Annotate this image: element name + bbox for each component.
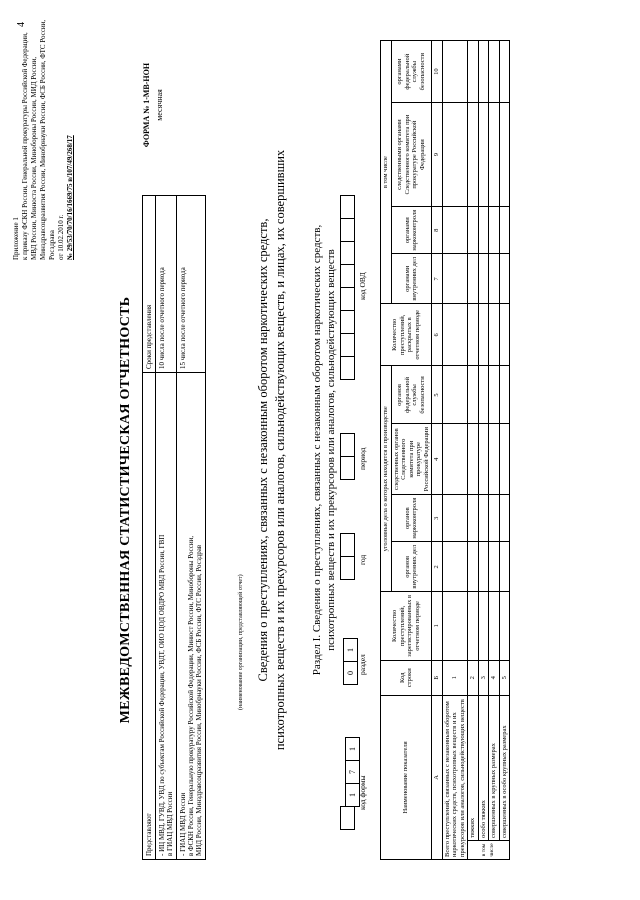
data-cell[interactable] <box>478 366 489 424</box>
data-cell[interactable] <box>468 592 479 660</box>
col-header-solved: Количество преступлений, раскрытых в отчетном периоде <box>381 304 432 366</box>
column-number: 9 <box>432 103 443 207</box>
column-number: Б <box>432 660 443 695</box>
data-cell[interactable] <box>499 103 510 207</box>
column-number: 1 <box>432 592 443 660</box>
data-cell[interactable] <box>478 254 489 304</box>
data-cell[interactable] <box>499 592 510 660</box>
row-label: совершенных в крупных размерах <box>489 695 500 840</box>
col-header-solved-narco: органами наркоконтроля <box>391 206 432 253</box>
data-cell[interactable] <box>442 494 468 541</box>
column-number: 5 <box>432 366 443 424</box>
period-label: период <box>358 447 367 470</box>
code-box <box>340 264 355 288</box>
year-label: год <box>358 554 367 565</box>
row-code: 2 <box>468 660 479 695</box>
appendix-order-number: № 29/53/70/70/16/1669/75 в/107/49/268/17 <box>66 135 74 260</box>
data-cell[interactable] <box>442 424 468 495</box>
row-code: 3 <box>478 660 489 695</box>
appendix-line: к приказу ФСКН России, Генеральной прокуратуры Российской Федерации, <box>21 32 29 260</box>
column-number: 2 <box>432 542 443 592</box>
table-row <box>499 41 510 860</box>
data-cell[interactable] <box>478 304 489 366</box>
section-code-boxes <box>340 639 358 685</box>
data-cell[interactable] <box>442 542 468 592</box>
appendix-block <box>12 10 75 260</box>
data-cell[interactable] <box>489 103 500 207</box>
col-header-code: Код строки <box>381 660 432 695</box>
data-cell[interactable] <box>442 206 468 253</box>
form-periodicity: месячная <box>155 89 164 121</box>
table-row <box>468 41 479 860</box>
row-label: особо тяжких <box>478 695 489 840</box>
column-number: 8 <box>432 206 443 253</box>
data-cell[interactable] <box>478 41 489 103</box>
section-code-label: раздел <box>358 654 367 675</box>
submission-who: в ГИАЦ МВД России <box>166 791 174 856</box>
col-header-investigative: следственных органов Следственного комитета при прокуратуре Российской Федерации <box>391 424 432 495</box>
data-cell[interactable] <box>489 41 500 103</box>
code-box: 1 <box>345 737 360 761</box>
table-row <box>442 41 468 860</box>
appendix-line: Росздрава <box>48 230 56 260</box>
data-cell[interactable] <box>442 254 468 304</box>
submission-row <box>156 373 177 860</box>
data-cell[interactable] <box>468 542 479 592</box>
data-cell[interactable] <box>468 304 479 366</box>
row-label: тяжких <box>468 695 479 840</box>
ovd-boxes <box>340 196 360 380</box>
data-cell[interactable] <box>468 206 479 253</box>
data-cell[interactable] <box>499 206 510 253</box>
data-cell[interactable] <box>489 206 500 253</box>
data-cell[interactable] <box>468 254 479 304</box>
col-header-narco: органов наркоконтроля <box>391 494 432 541</box>
column-number: 7 <box>432 254 443 304</box>
code-box <box>340 556 355 580</box>
data-cell[interactable] <box>468 494 479 541</box>
data-cell[interactable] <box>442 366 468 424</box>
col-header-indicator: Наименование показателя <box>381 695 432 859</box>
report-heading-line: Сведения о преступлениях, связанных с незаконным оборотом наркотических средств, <box>256 218 270 682</box>
data-cell[interactable] <box>499 366 510 424</box>
data-cell[interactable] <box>489 424 500 495</box>
data-cell[interactable] <box>499 542 510 592</box>
data-cell[interactable] <box>442 103 468 207</box>
data-cell[interactable] <box>499 304 510 366</box>
ovd-label: код ОВД <box>358 272 367 300</box>
appendix-line: от 10.02.2010 г. <box>57 214 65 260</box>
column-number: 6 <box>432 304 443 366</box>
data-cell[interactable] <box>468 103 479 207</box>
code-box <box>340 433 355 457</box>
appendix-line: Минздравсоцразвития России, Минобрнауки России, ФСБ России, ФТС России, <box>39 19 47 260</box>
col-header-fsb: органов федеральной службы безопасности <box>391 366 432 424</box>
col-header-ovd: органов внутренних дел <box>391 542 432 592</box>
code-box <box>340 333 355 357</box>
column-number: 4 <box>432 424 443 495</box>
codes-row <box>340 20 376 840</box>
code-box <box>340 356 355 380</box>
page-number: 4 <box>16 22 27 27</box>
document-title: МЕЖВЕДОМСТВЕННАЯ СТАТИСТИЧЕСКАЯ ОТЧЕТНОСТЬ <box>118 296 133 724</box>
form-code-label: код формы <box>358 775 367 810</box>
form-number: ФОРМА № 1-МВ-НОН <box>142 62 151 148</box>
code-box <box>340 456 355 480</box>
report-heading <box>255 30 289 870</box>
code-box: 1 <box>345 783 360 807</box>
submission-who: - ИЦ МВД, ГУВД, УВД по субъектам Российской Федерации, УВДТ, ОИО ЦОД ОВДРО МВД России, ГВП <box>158 534 166 856</box>
data-cell[interactable] <box>499 494 510 541</box>
submission-when: 15 числа после отчетного периода <box>177 196 206 373</box>
code-box <box>340 195 355 219</box>
col-header-solved-investigative: следственными органами Следственного комитета при прокуратуре Российской Федерации <box>391 103 432 207</box>
row-code: 5 <box>499 660 510 695</box>
submission-who: в ФСКН России, Генеральную прокуратуру Российской Федерации, Минюст России, Минобороны России, <box>187 535 195 856</box>
data-cell[interactable] <box>478 424 489 495</box>
period-boxes <box>340 434 360 480</box>
data-cell[interactable] <box>499 254 510 304</box>
row-group-label: в том числе <box>468 841 510 860</box>
submission-table <box>142 195 206 860</box>
form-code-boxes <box>340 738 360 830</box>
submission-who: МИД России, Минздравсоцразвития России, Минобрнауки России, ФСБ России, ФТС России, Росздрав <box>195 544 203 856</box>
data-cell[interactable] <box>499 41 510 103</box>
statistics-table <box>380 40 510 860</box>
code-box: 1 <box>343 638 358 662</box>
data-cell[interactable] <box>442 304 468 366</box>
data-cell[interactable] <box>478 494 489 541</box>
data-cell[interactable] <box>478 542 489 592</box>
code-box <box>340 218 355 242</box>
row-label: совершенных в особо крупных размерах <box>499 695 510 840</box>
submission-who: - ГИАЦ МВД России <box>179 792 187 856</box>
row-code: 1 <box>442 660 468 695</box>
column-number: 3 <box>432 494 443 541</box>
submission-header-when: Сроки представления <box>143 196 156 373</box>
data-cell[interactable] <box>489 494 500 541</box>
data-cell[interactable] <box>478 206 489 253</box>
code-box <box>340 533 355 557</box>
code-box: 0 <box>343 661 358 685</box>
appendix-line: МВД России, Минюста России, Минобороны России, МИД России, <box>30 56 38 260</box>
table-row <box>489 41 500 860</box>
data-cell[interactable] <box>489 542 500 592</box>
data-cell[interactable] <box>489 304 500 366</box>
data-cell[interactable] <box>468 41 479 103</box>
column-number: А <box>432 695 443 859</box>
section-heading-line: психотропных веществ и их прекурсоров или аналогов, сильнодействующих веществ <box>325 249 337 651</box>
table-row <box>478 41 489 860</box>
data-cell[interactable] <box>468 424 479 495</box>
code-box <box>340 287 355 311</box>
col-header-solved-fsb: органами федеральной службы безопасности <box>391 41 432 103</box>
code-box <box>340 241 355 265</box>
org-name-note: (наименование организации, представляющей отчет) <box>238 574 244 710</box>
data-cell[interactable] <box>478 592 489 660</box>
data-cell[interactable] <box>468 366 479 424</box>
code-box <box>340 806 355 830</box>
data-cell[interactable] <box>442 41 468 103</box>
col-header-solved-group: в том числе <box>381 41 392 304</box>
data-cell[interactable] <box>442 592 468 660</box>
code-box <box>340 310 355 334</box>
code-box: 7 <box>345 760 360 784</box>
column-number: 10 <box>432 41 443 103</box>
submission-row <box>177 373 206 860</box>
data-cell[interactable] <box>489 592 500 660</box>
row-label: Всего преступлений, связанных с незаконным оборотом наркотических средств, психотропных веществ и их прекурсоров или аналогов, сильнодействующих веществ <box>442 695 468 859</box>
data-cell[interactable] <box>489 366 500 424</box>
column-number-row <box>432 41 443 860</box>
submission-header-who: Представляют <box>143 373 156 860</box>
col-header-solved-ovd: органами внутренних дел <box>391 254 432 304</box>
row-code: 4 <box>489 660 500 695</box>
report-heading-line: психотропных веществ и их прекурсоров или аналогов, сильнодействующих веществ, и лицах, их совершивших <box>273 149 287 751</box>
submission-when: 10 числа после отчетного периода <box>156 196 177 373</box>
col-header-in-proceedings: уголовные дела о которых находятся в производстве <box>381 366 392 592</box>
data-cell[interactable] <box>489 254 500 304</box>
year-boxes <box>340 534 360 580</box>
section-heading-line: Раздел I. Сведения о преступлениях, связанных с незаконным оборотом наркотических средств, <box>311 224 323 676</box>
appendix-line: Приложение 1 <box>12 217 20 260</box>
col-header-registered: Количество преступлений, зарегистрированных в отчетном периоде <box>381 592 432 660</box>
section-heading <box>310 30 338 870</box>
data-cell[interactable] <box>478 103 489 207</box>
data-cell[interactable] <box>499 424 510 495</box>
